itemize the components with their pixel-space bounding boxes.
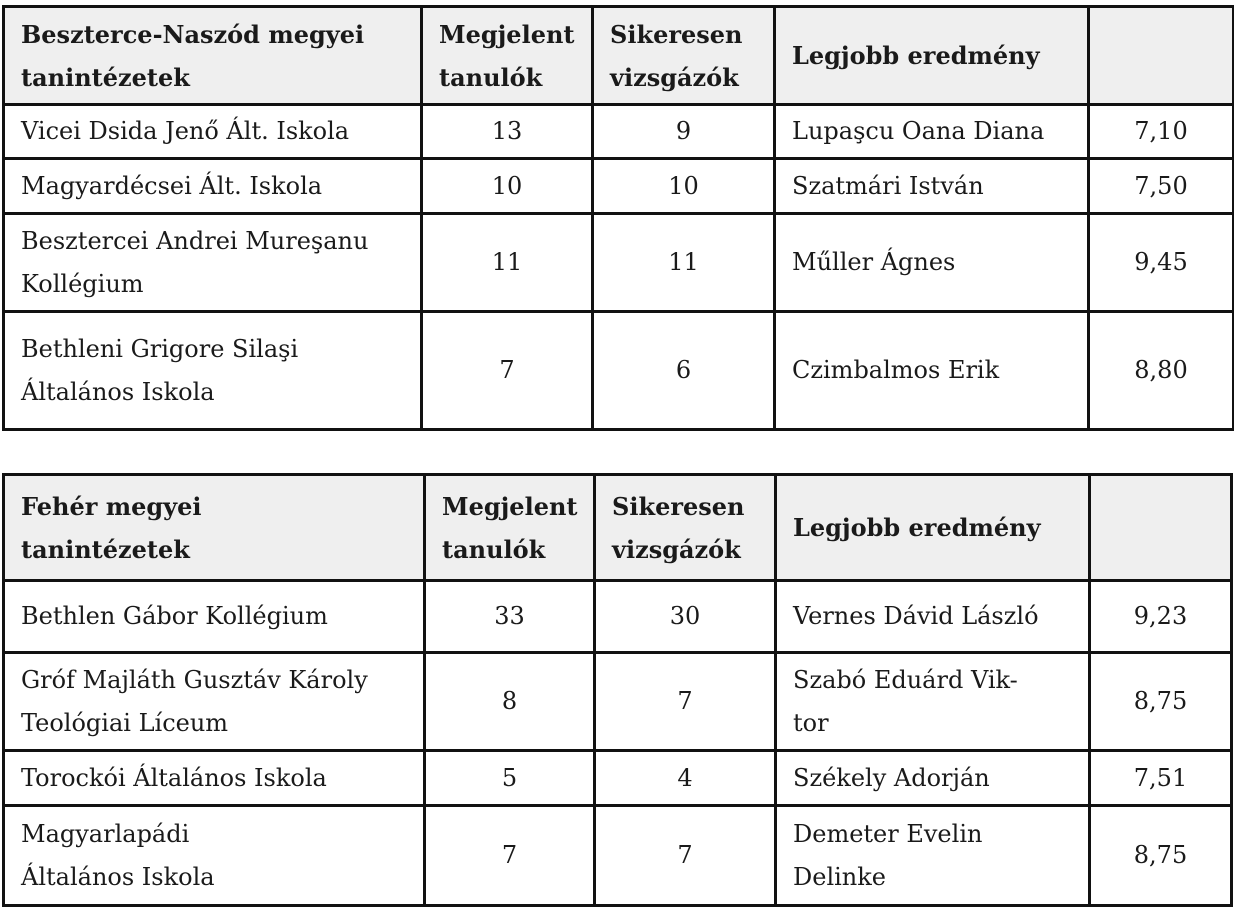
best-student: Műller Ágnes	[775, 214, 1089, 312]
attended-count: 7	[425, 806, 595, 906]
best-student: Szatmári István	[775, 159, 1089, 214]
table-row	[4, 653, 1232, 751]
table-row	[4, 581, 1232, 653]
school-name: Besztercei Andrei Mureşanu Kollégium	[4, 214, 422, 312]
attended-count: 13	[422, 105, 593, 159]
school-name: Magyardécsei Ált. Iskola	[4, 159, 422, 214]
best-score: 9,45	[1089, 214, 1234, 312]
best-student: Demeter Evelin Delinke	[776, 806, 1090, 906]
header-best-result: Legjobb eredmény	[776, 475, 1090, 581]
best-student: Vernes Dávid László	[776, 581, 1090, 653]
best-student: Lupaşcu Oana Diana	[775, 105, 1089, 159]
passed-count: 7	[595, 653, 776, 751]
school-name: Bethlen Gábor Kollégium	[4, 581, 425, 653]
header-attended: Megjelent tanulók	[422, 7, 593, 105]
passed-count: 7	[595, 806, 776, 906]
attended-count: 10	[422, 159, 593, 214]
school-name: Bethleni Grigore Silaşi Általános Iskola	[4, 312, 422, 430]
header-school: Fehér megyei tanintézetek	[4, 475, 425, 581]
table-row	[4, 105, 1234, 159]
school-name: Magyarlapádi Általános Iskola	[4, 806, 425, 906]
attended-count: 8	[425, 653, 595, 751]
school-name: Vicei Dsida Jenő Ált. Iskola	[4, 105, 422, 159]
best-student: Szabó Eduárd Vik-tor	[776, 653, 1090, 751]
table-row	[4, 806, 1232, 906]
attended-count: 5	[425, 751, 595, 806]
header-passed: Sikeresen vizsgázók	[593, 7, 775, 105]
best-score: 9,23	[1090, 581, 1232, 653]
best-score: 7,50	[1089, 159, 1234, 214]
table-header-row	[4, 475, 1232, 581]
passed-count: 4	[595, 751, 776, 806]
table-row	[4, 312, 1234, 430]
table-row	[4, 159, 1234, 214]
header-school: Beszterce-Naszód megyei tanintézetek	[4, 7, 422, 105]
best-student: Czimbalmos Erik	[775, 312, 1089, 430]
header-attended: Megjelent tanulók	[425, 475, 595, 581]
passed-count: 6	[593, 312, 775, 430]
header-score	[1089, 7, 1234, 105]
best-score: 7,10	[1089, 105, 1234, 159]
table-header-row	[4, 7, 1234, 105]
bistrita-nasaud-results-table	[2, 5, 1234, 431]
best-score: 8,75	[1090, 653, 1232, 751]
passed-count: 10	[593, 159, 775, 214]
header-score	[1090, 475, 1232, 581]
table-row	[4, 214, 1234, 312]
header-best-result: Legjobb eredmény	[775, 7, 1089, 105]
passed-count: 30	[595, 581, 776, 653]
best-score: 8,80	[1089, 312, 1234, 430]
attended-count: 7	[422, 312, 593, 430]
best-student: Székely Adorján	[776, 751, 1090, 806]
alba-results-table	[2, 473, 1233, 907]
passed-count: 11	[593, 214, 775, 312]
school-name: Torockói Általános Iskola	[4, 751, 425, 806]
table-row	[4, 751, 1232, 806]
school-name: Gróf Majláth Gusztáv Károly Teológiai Líceum	[4, 653, 425, 751]
passed-count: 9	[593, 105, 775, 159]
header-passed: Sikeresen vizsgázók	[595, 475, 776, 581]
best-score: 8,75	[1090, 806, 1232, 906]
attended-count: 11	[422, 214, 593, 312]
best-score: 7,51	[1090, 751, 1232, 806]
attended-count: 33	[425, 581, 595, 653]
